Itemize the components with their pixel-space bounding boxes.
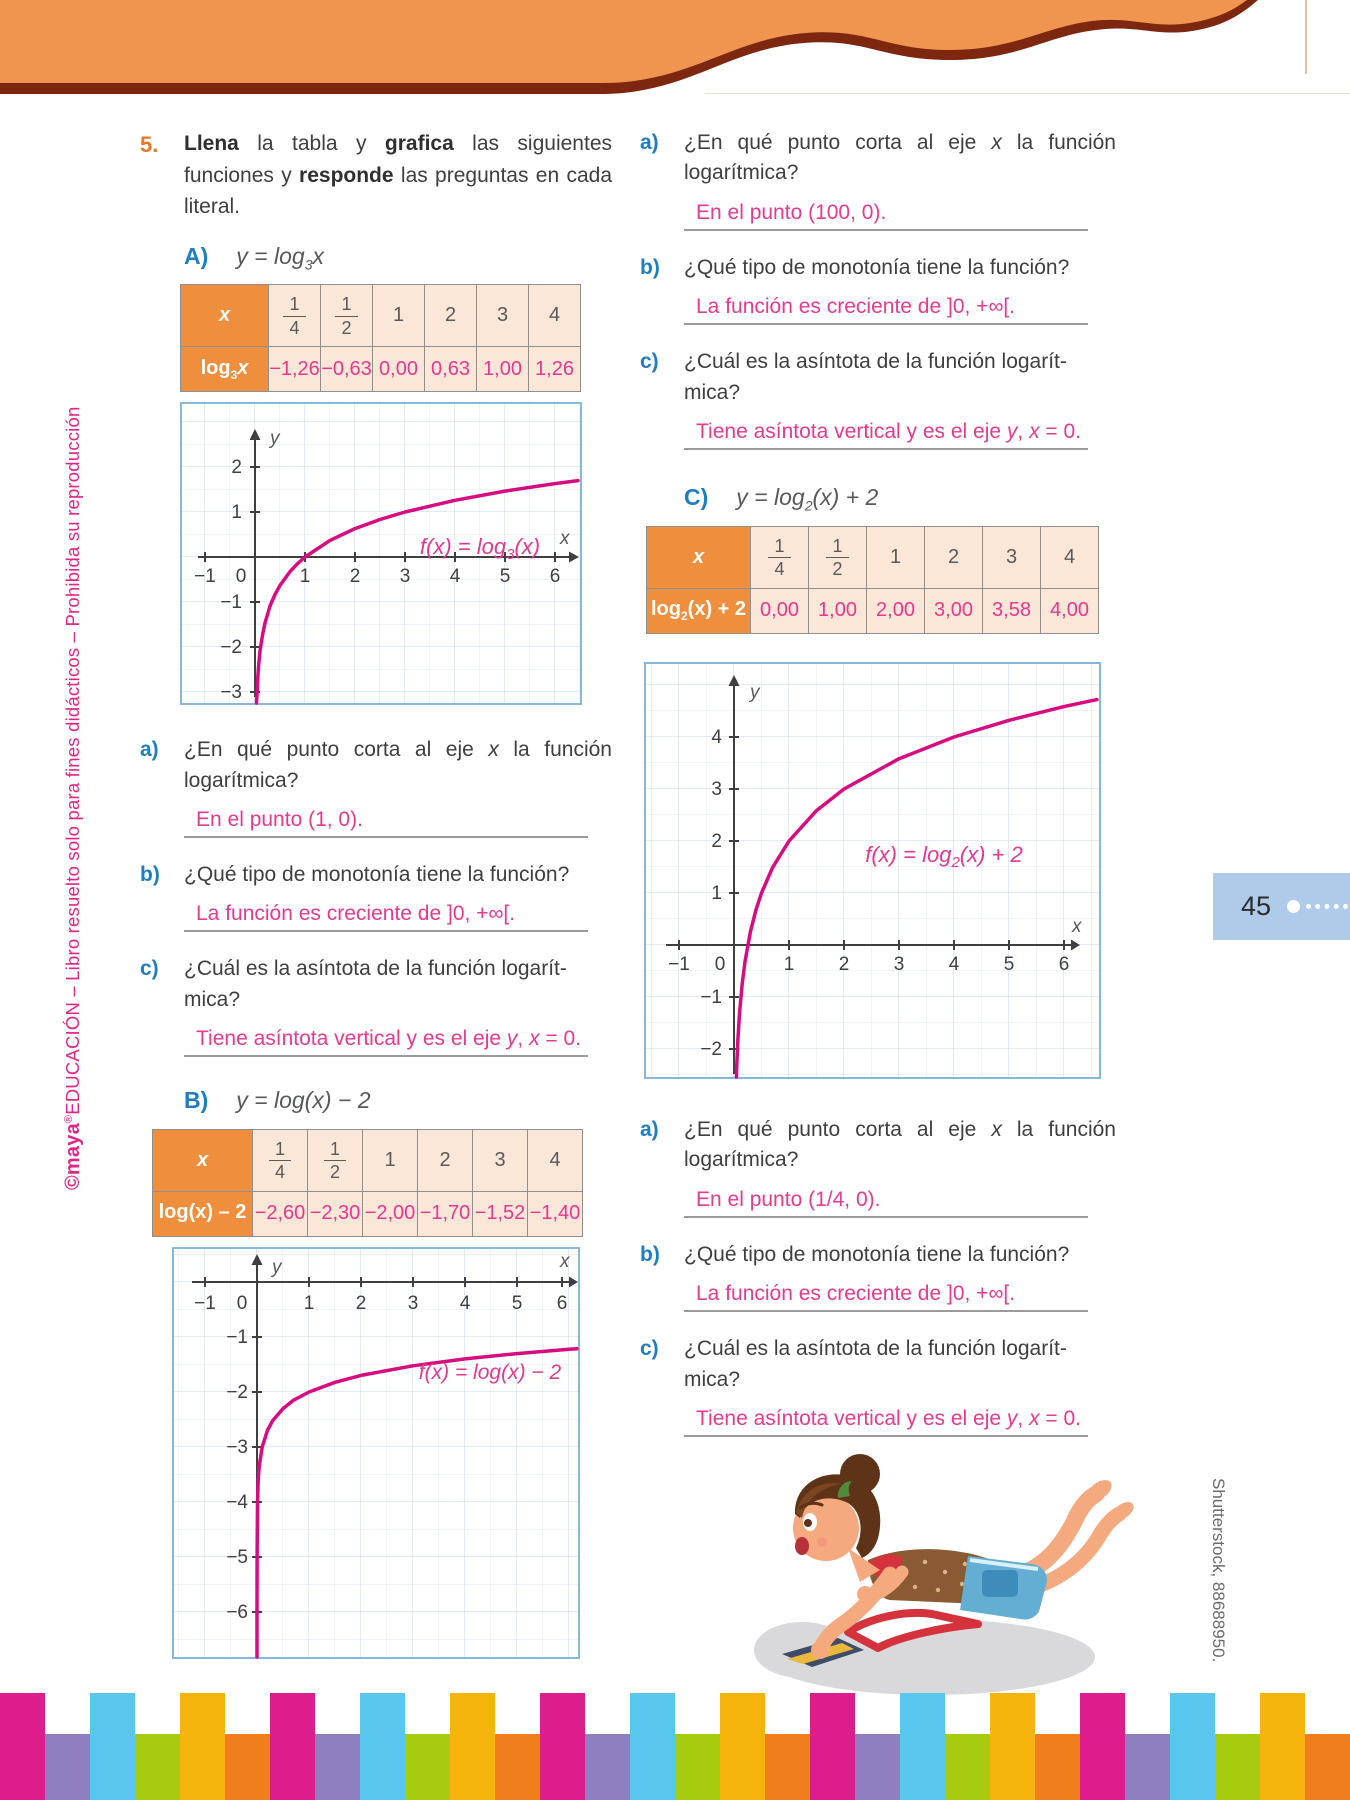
footer-bar (990, 1693, 1035, 1800)
svg-text:4: 4 (459, 1292, 471, 1314)
svg-text:2: 2 (838, 953, 850, 975)
curve-label: $f(x) = \log_3(x)$ (419, 534, 541, 564)
table-cell: −1,52 (473, 1191, 528, 1236)
table-header-cell: log(x) – 2 (153, 1191, 253, 1236)
table-cell: 1,00 (809, 588, 867, 633)
curve-label: $f(x) = \log_2(x) + 2$ (865, 841, 1023, 871)
grid-major (646, 664, 1099, 1077)
table-cell: −2,00 (363, 1191, 418, 1236)
page-number: 45 (1241, 891, 1272, 921)
svg-text:3: 3 (399, 566, 411, 588)
table-cell: 4 (529, 285, 581, 347)
svg-text:−1: −1 (668, 953, 690, 975)
right-column (640, 128, 1116, 1443)
table-cell: 4 (528, 1129, 583, 1191)
table-cell: 4 (1041, 526, 1099, 588)
header-wave-orange (0, 0, 1247, 83)
table-cell: 3 (983, 526, 1041, 588)
footer-bar (1125, 1734, 1170, 1800)
footer-bar (810, 1693, 855, 1800)
table-cell: 0,00 (373, 347, 425, 392)
curve-label: f(x) = log(x) − 2 (418, 1360, 562, 1384)
footer-bar (765, 1734, 810, 1800)
table-cell: 2 (418, 1129, 473, 1191)
svg-text:5: 5 (1003, 953, 1015, 975)
svg-text:−4: −4 (226, 1491, 248, 1513)
section-c-heading (684, 484, 1116, 514)
footer-bar (450, 1693, 495, 1800)
table-cell: 1,26 (529, 347, 581, 392)
table-cell: −1,26 (269, 347, 321, 392)
page-edge-line-horizontal (705, 93, 1350, 94)
section-b-heading (184, 1087, 612, 1117)
table-log3 (180, 284, 581, 392)
hand (857, 1586, 873, 1602)
question-a: a) ¿En qué punto corta al eje x la función logarítmica? (640, 1117, 1116, 1172)
footer-bar (1215, 1734, 1260, 1800)
answer-b: La función es creciente de ]0, +∞[. (684, 295, 1088, 325)
problem-statement (140, 128, 612, 223)
footer-bar (495, 1734, 540, 1800)
section-c-formula: $y = \log_2(x) + 2$ (736, 484, 879, 514)
registered-mark: ® (62, 1114, 75, 1124)
question-b: b) ¿Qué tipo de monotonía tiene la función? (640, 255, 1070, 279)
svg-text:3: 3 (407, 1292, 419, 1314)
answer-c: Tiene asíntota vertical y es el eje y, x = 0. (684, 420, 1088, 450)
svg-text:−1: −1 (194, 1292, 216, 1314)
svg-text:4: 4 (711, 726, 722, 748)
question-c: c) ¿Cuál es la asíntota de la función logarít- mica? (640, 350, 1067, 404)
svg-text:−6: −6 (226, 1601, 248, 1623)
answer-c: Tiene asíntota vertical y es el eje y, x = 0. (684, 1407, 1088, 1437)
table-cell: $\frac{1}{2}$ (321, 285, 373, 347)
footer-bar (720, 1693, 765, 1800)
svg-text:−3: −3 (220, 682, 242, 704)
footer-bar (315, 1734, 360, 1800)
section-b-letter: B) (184, 1087, 209, 1114)
table-header-cell: x (647, 526, 751, 588)
table-row-y (647, 588, 1099, 633)
x-axis-letter: x (560, 528, 570, 550)
svg-text:1: 1 (303, 1292, 315, 1314)
svg-text:2: 2 (355, 1292, 367, 1314)
table-cell: 1 (373, 285, 425, 347)
svg-text:3: 3 (711, 778, 722, 800)
svg-text:−1: −1 (226, 1326, 248, 1348)
footer-bar (1170, 1693, 1215, 1800)
hand (811, 1641, 829, 1659)
table-row-x (647, 526, 1099, 588)
question-c: c) ¿Cuál es la asíntota de la función logarít- mica? (640, 1337, 1067, 1391)
table-cell: 3 (473, 1129, 528, 1191)
y-axis-letter: y (750, 681, 760, 703)
footer-bar (405, 1734, 450, 1800)
sidebar-copyright-text: ©maya®EDUCACIÓN – Libro resuelto solo para fines didácticos – Prohibida su reproducción (62, 406, 84, 1190)
table-cell: 3 (477, 285, 529, 347)
svg-text:−2: −2 (226, 1381, 248, 1403)
table-header-cell: $\log_2(x) + 2$ (647, 588, 751, 633)
table-row-y (153, 1191, 583, 1236)
graph-log10 (172, 1247, 580, 1659)
footer-bar (1260, 1693, 1305, 1800)
page-edge-line-vertical (1305, 0, 1307, 74)
footer-bar (945, 1734, 990, 1800)
svg-text:2: 2 (711, 830, 722, 852)
footer-bar (90, 1693, 135, 1800)
table-header-cell: x (181, 285, 269, 347)
table-cell: −1,40 (528, 1191, 583, 1236)
footer-bar (540, 1693, 585, 1800)
table-log10 (152, 1129, 583, 1237)
svg-text:−2: −2 (220, 637, 242, 659)
answer-a: En el punto (1/4, 0). (684, 1188, 1088, 1218)
y-axis-letter: y (272, 1256, 282, 1278)
table-row-x (153, 1129, 583, 1191)
svg-text:2: 2 (349, 566, 361, 588)
answer-a: En el punto (100, 0). (684, 201, 1088, 231)
svg-text:−2: −2 (700, 1038, 722, 1060)
table-row-x (181, 285, 581, 347)
section-a-heading (184, 243, 612, 273)
footer-bar (855, 1734, 900, 1800)
footer-bar (630, 1693, 675, 1800)
question-c: c) ¿Cuál es la asíntota de la función logarít- mica? (140, 957, 567, 1011)
graph-log2 (644, 662, 1101, 1079)
svg-text:1: 1 (299, 566, 311, 588)
footer-bars (0, 1693, 1350, 1800)
table-row-y (181, 347, 581, 392)
table-cell: $\frac{1}{4}$ (269, 285, 321, 347)
answer-c: Tiene asíntota vertical y es el eje y, x = 0. (184, 1027, 588, 1057)
table-cell: $\frac{1}{4}$ (253, 1129, 308, 1191)
svg-text:6: 6 (549, 566, 561, 588)
svg-text:0: 0 (235, 566, 247, 588)
table-cell: 4,00 (1041, 588, 1099, 633)
svg-text:−1: −1 (700, 986, 722, 1008)
problem-intro-text: Llena la tabla y grafica las siguientes funciones y responde las preguntas en cada literal. (184, 132, 612, 218)
table-cell: $\frac{1}{4}$ (751, 526, 809, 588)
svg-text:−1: −1 (220, 592, 242, 614)
svg-text:1: 1 (231, 502, 242, 524)
problem-number: 5. (140, 132, 159, 157)
page-number-tab (1213, 873, 1350, 940)
table-cell: 2,00 (867, 588, 925, 633)
x-axis-letter: x (1072, 915, 1082, 937)
graph-log3 (180, 402, 582, 705)
section-c-letter: C) (684, 484, 709, 511)
table-cell: $\frac{1}{2}$ (308, 1129, 363, 1191)
footer-bar (585, 1734, 630, 1800)
footer-bar (0, 1693, 45, 1800)
header-wave-decoration (0, 0, 1350, 100)
shorts-patch (982, 1570, 1018, 1597)
answer-a: En el punto (1, 0). (184, 808, 588, 838)
mouth (795, 1537, 809, 1555)
footer-bar (1035, 1734, 1080, 1800)
footer-bar (675, 1734, 720, 1800)
eye-pupil (804, 1519, 812, 1527)
table-cell: 3,58 (983, 588, 1041, 633)
svg-text:4: 4 (948, 953, 960, 975)
table-cell: −1,70 (418, 1191, 473, 1236)
table-cell: 3,00 (925, 588, 983, 633)
footer-bar (1305, 1734, 1350, 1800)
section-a-formula: $y = \log_3x$ (236, 242, 324, 273)
left-column (140, 128, 612, 1659)
section-a-letter: A) (184, 242, 209, 269)
tab-dotted-line (1306, 904, 1348, 909)
svg-text:0: 0 (714, 953, 726, 975)
sidebar-copyright (62, 390, 92, 1190)
svg-text:−1: −1 (194, 566, 216, 588)
blush (817, 1537, 827, 1547)
question-b: b) ¿Qué tipo de monotonía tiene la función? (140, 862, 570, 886)
y-axis-letter: y (270, 428, 280, 450)
footer-bar (360, 1693, 405, 1800)
tab-dot (1287, 900, 1300, 913)
svg-text:3: 3 (893, 953, 905, 975)
footer-bar (900, 1693, 945, 1800)
table-cell: 1 (867, 526, 925, 588)
x-axis-letter: x (560, 1250, 570, 1272)
svg-text:5: 5 (499, 566, 511, 588)
question-a: a) ¿En qué punto corta al eje x la función logarítmica? (140, 738, 612, 792)
table-cell: $\frac{1}{2}$ (809, 526, 867, 588)
table-header-cell: $\log_3x$ (181, 347, 269, 392)
footer-bar (225, 1734, 270, 1800)
svg-text:1: 1 (711, 882, 722, 904)
table-cell: −2,60 (253, 1191, 308, 1236)
svg-text:6: 6 (556, 1292, 568, 1314)
svg-text:1: 1 (783, 953, 795, 975)
footer-bar (135, 1734, 180, 1800)
footer-bar (270, 1693, 315, 1800)
table-cell: 1 (363, 1129, 418, 1191)
table-cell: 2 (425, 285, 477, 347)
table-log2 (646, 526, 1099, 634)
svg-text:−5: −5 (226, 1546, 248, 1568)
table-cell: 0,63 (425, 347, 477, 392)
illustration-girl-reading (740, 1452, 1150, 1702)
photo-credit-text: Shutterstock, 88688950. (1209, 1478, 1228, 1663)
table-cell: −2,30 (308, 1191, 363, 1236)
footer-bar (1080, 1693, 1125, 1800)
table-cell: −0,63 (321, 347, 373, 392)
brand-logo-text: ©maya (62, 1123, 84, 1190)
svg-text:0: 0 (236, 1292, 248, 1314)
svg-text:−3: −3 (226, 1436, 248, 1458)
table-cell: 1,00 (477, 347, 529, 392)
question-a: a) ¿En qué punto corta al eje x la función logarítmica? (640, 131, 1116, 185)
svg-text:4: 4 (449, 566, 461, 588)
svg-text:5: 5 (511, 1292, 523, 1314)
table-header-cell: x (153, 1129, 253, 1191)
table-cell: 0,00 (751, 588, 809, 633)
question-b: b) ¿Qué tipo de monotonía tiene la función? (640, 1242, 1070, 1266)
photo-credit (1208, 1478, 1238, 1698)
answer-b: La función es creciente de ]0, +∞[. (684, 1282, 1088, 1312)
answer-b: La función es creciente de ]0, +∞[. (184, 902, 588, 932)
svg-text:6: 6 (1058, 953, 1070, 975)
table-cell: 2 (925, 526, 983, 588)
section-b-formula: y = log(x) − 2 (236, 1087, 371, 1114)
footer-bar (45, 1734, 90, 1800)
svg-text:2: 2 (231, 457, 242, 479)
footer-bar (180, 1693, 225, 1800)
